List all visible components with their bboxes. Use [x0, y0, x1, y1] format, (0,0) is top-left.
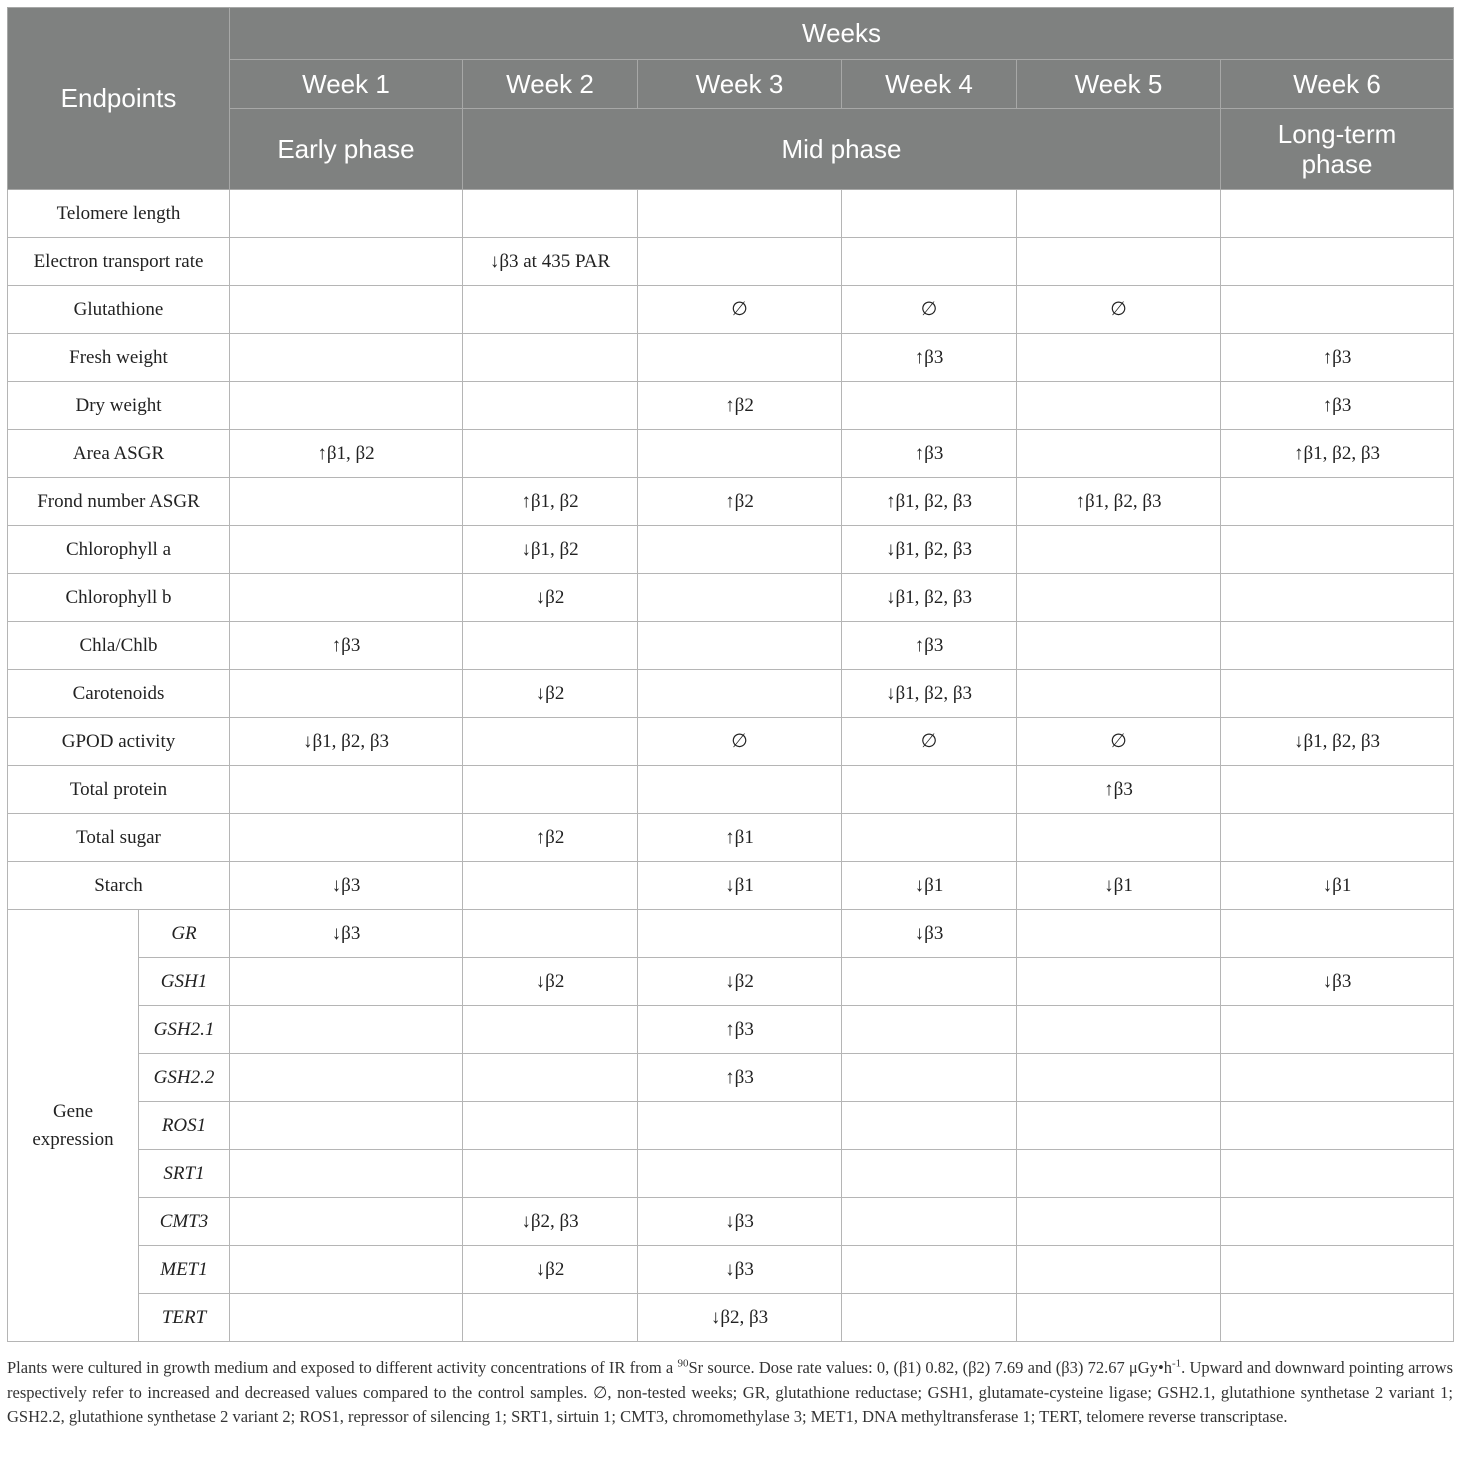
gene-name: CMT3	[139, 1198, 230, 1246]
result-cell-week-2	[463, 766, 638, 814]
result-cell-week-3	[638, 670, 842, 718]
result-cell-week-4: ↓β1	[842, 862, 1017, 910]
result-cell-week-2	[463, 1102, 638, 1150]
result-cell-week-2	[463, 430, 638, 478]
result-cell-week-1	[230, 478, 463, 526]
result-cell-week-5	[1017, 1198, 1221, 1246]
result-cell-week-6	[1221, 766, 1454, 814]
result-cell-week-5	[1017, 382, 1221, 430]
result-cell-week-3	[638, 766, 842, 814]
result-cell-week-5	[1017, 1150, 1221, 1198]
result-cell-week-6	[1221, 574, 1454, 622]
result-cell-week-3: ↑β1	[638, 814, 842, 862]
table-row	[8, 286, 1454, 334]
result-cell-week-2	[463, 334, 638, 382]
result-cell-week-4: ∅	[842, 286, 1017, 334]
result-cell-week-1: ↓β3	[230, 862, 463, 910]
result-cell-week-3: ↑β2	[638, 478, 842, 526]
week-4-header: Week 4	[842, 60, 1017, 109]
endpoint-label: Chla/Chlb	[8, 622, 230, 670]
result-cell-week-2	[463, 862, 638, 910]
result-cell-week-4: ↓β1, β2, β3	[842, 526, 1017, 574]
result-cell-week-1	[230, 1198, 463, 1246]
result-cell-week-1	[230, 670, 463, 718]
week-3-header: Week 3	[638, 60, 842, 109]
result-cell-week-2	[463, 1006, 638, 1054]
table-header	[8, 8, 1454, 190]
result-cell-week-2: ↓β1, β2	[463, 526, 638, 574]
gene-name: GSH2.1	[139, 1006, 230, 1054]
result-cell-week-5: ↓β1	[1017, 862, 1221, 910]
result-cell-week-6	[1221, 478, 1454, 526]
endpoint-label: Frond number ASGR	[8, 478, 230, 526]
result-cell-week-2	[463, 1150, 638, 1198]
result-cell-week-2: ↓β2	[463, 574, 638, 622]
result-cell-week-6	[1221, 190, 1454, 238]
endpoint-label: Chlorophyll a	[8, 526, 230, 574]
result-cell-week-2: ↑β2	[463, 814, 638, 862]
gene-name: MET1	[139, 1246, 230, 1294]
table-row	[8, 718, 1454, 766]
result-cell-week-6: ↓β3	[1221, 958, 1454, 1006]
result-cell-week-2	[463, 1054, 638, 1102]
endpoint-label: Electron transport rate	[8, 238, 230, 286]
result-cell-week-1	[230, 766, 463, 814]
week-2-header: Week 2	[463, 60, 638, 109]
result-cell-week-5	[1017, 190, 1221, 238]
result-cell-week-1: ↑β3	[230, 622, 463, 670]
endpoint-label: Chlorophyll b	[8, 574, 230, 622]
result-cell-week-2	[463, 382, 638, 430]
result-cell-week-4: ↓β1, β2, β3	[842, 670, 1017, 718]
table-row	[8, 1006, 1454, 1054]
result-cell-week-6	[1221, 1102, 1454, 1150]
endpoint-label: Dry weight	[8, 382, 230, 430]
table-row	[8, 526, 1454, 574]
footnote-text-1: Plants were cultured in growth medium and exposed to different activity concentrations of IR from a	[7, 1358, 678, 1377]
result-cell-week-4	[842, 1054, 1017, 1102]
result-cell-week-2	[463, 286, 638, 334]
result-cell-week-3: ↑β3	[638, 1054, 842, 1102]
results-table	[7, 7, 1454, 1342]
table-row	[8, 478, 1454, 526]
result-cell-week-4: ↓β1, β2, β3	[842, 574, 1017, 622]
group-label-line-2: expression	[32, 1128, 114, 1150]
gene-name: GR	[139, 910, 230, 958]
result-cell-week-3	[638, 910, 842, 958]
result-cell-week-1	[230, 238, 463, 286]
result-cell-week-1	[230, 1102, 463, 1150]
endpoint-label: Carotenoids	[8, 670, 230, 718]
result-cell-week-5	[1017, 910, 1221, 958]
week-1-header: Week 1	[230, 60, 463, 109]
endpoint-label: Starch	[8, 862, 230, 910]
result-cell-week-4	[842, 814, 1017, 862]
result-cell-week-3	[638, 238, 842, 286]
result-cell-week-1	[230, 1054, 463, 1102]
result-cell-week-2: ↑β1, β2	[463, 478, 638, 526]
result-cell-week-6	[1221, 238, 1454, 286]
table-row	[8, 430, 1454, 478]
result-cell-week-5	[1017, 238, 1221, 286]
result-cell-week-2: ↓β2	[463, 670, 638, 718]
table-row	[8, 190, 1454, 238]
result-cell-week-4	[842, 1294, 1017, 1342]
result-cell-week-1	[230, 382, 463, 430]
result-cell-week-1	[230, 814, 463, 862]
table-row	[8, 862, 1454, 910]
result-cell-week-4	[842, 1150, 1017, 1198]
result-cell-week-4	[842, 1198, 1017, 1246]
result-cell-week-1: ↓β3	[230, 910, 463, 958]
result-cell-week-1	[230, 334, 463, 382]
result-cell-week-4	[842, 1102, 1017, 1150]
result-cell-week-4	[842, 958, 1017, 1006]
result-cell-week-5	[1017, 526, 1221, 574]
result-cell-week-6	[1221, 1054, 1454, 1102]
result-cell-week-5: ↑β3	[1017, 766, 1221, 814]
footnote-superscript-1: 90	[677, 1357, 689, 1370]
endpoint-label: Area ASGR	[8, 430, 230, 478]
result-cell-week-5	[1017, 430, 1221, 478]
result-cell-week-3	[638, 430, 842, 478]
result-cell-week-3	[638, 334, 842, 382]
result-cell-week-5: ∅	[1017, 718, 1221, 766]
result-cell-week-3: ↑β3	[638, 1006, 842, 1054]
result-cell-week-6	[1221, 1150, 1454, 1198]
table-row	[8, 1198, 1454, 1246]
result-cell-week-5	[1017, 622, 1221, 670]
result-cell-week-4	[842, 766, 1017, 814]
result-cell-week-5	[1017, 1246, 1221, 1294]
result-cell-week-4	[842, 238, 1017, 286]
weeks-header: Weeks	[230, 8, 1454, 60]
footnote-text-2: Sr source. Dose rate values: 0, (β1) 0.82, (β2) 7.69 and (β3) 72.67 μGy•h	[688, 1358, 1172, 1377]
result-cell-week-1	[230, 1150, 463, 1198]
result-cell-week-4	[842, 1246, 1017, 1294]
table-row	[8, 1054, 1454, 1102]
result-cell-week-4	[842, 190, 1017, 238]
endpoint-label: Glutathione	[8, 286, 230, 334]
result-cell-week-3	[638, 1150, 842, 1198]
result-cell-week-5	[1017, 1006, 1221, 1054]
result-cell-week-2: ↓β3 at 435 PAR	[463, 238, 638, 286]
footnote-text-3: . Upward and downward pointing arrows respectively refer to increased and decreased values compared to the control samples. ∅, non-tested weeks; GR, glutathione reductase; GSH1, glutamate-cysteine ligase; GSH2.1, glutathione synthetase 2 variant 1; GSH2.2, glutathione synthetase 2 variant 2; ROS1, repressor of silencing 1; SRT1, sirtuin 1; CMT3, chromomethylase 3; MET1, DNA methyltransferase 1; TERT, telomere reverse transcriptase.	[7, 1358, 1453, 1426]
result-cell-week-6	[1221, 1198, 1454, 1246]
result-cell-week-3: ↑β2	[638, 382, 842, 430]
table-row	[8, 622, 1454, 670]
table-row	[8, 814, 1454, 862]
gene-name: GSH2.2	[139, 1054, 230, 1102]
result-cell-week-3: ↓β2	[638, 958, 842, 1006]
result-cell-week-4: ↑β3	[842, 334, 1017, 382]
results-table-container	[7, 7, 1453, 1342]
result-cell-week-5: ↑β1, β2, β3	[1017, 478, 1221, 526]
long-term-line-2: phase	[1301, 149, 1373, 179]
table-row	[8, 1246, 1454, 1294]
result-cell-week-4: ↑β1, β2, β3	[842, 478, 1017, 526]
result-cell-week-3	[638, 622, 842, 670]
result-cell-week-4	[842, 382, 1017, 430]
result-cell-week-1	[230, 1294, 463, 1342]
result-cell-week-3	[638, 526, 842, 574]
table-row	[8, 1102, 1454, 1150]
table-row	[8, 1294, 1454, 1342]
result-cell-week-3	[638, 190, 842, 238]
result-cell-week-2: ↓β2, β3	[463, 1198, 638, 1246]
table-footnote	[7, 1356, 1453, 1430]
result-cell-week-1	[230, 286, 463, 334]
endpoints-header: Endpoints	[8, 8, 230, 190]
result-cell-week-2	[463, 910, 638, 958]
table-body	[8, 190, 1454, 1342]
result-cell-week-5	[1017, 1102, 1221, 1150]
endpoint-label: Total sugar	[8, 814, 230, 862]
result-cell-week-3: ↓β3	[638, 1198, 842, 1246]
table-row	[8, 910, 1454, 958]
early-phase-header: Early phase	[230, 109, 463, 190]
result-cell-week-6	[1221, 910, 1454, 958]
table-row	[8, 670, 1454, 718]
result-cell-week-6: ↑β3	[1221, 334, 1454, 382]
result-cell-week-6	[1221, 526, 1454, 574]
result-cell-week-6	[1221, 670, 1454, 718]
result-cell-week-3: ↓β3	[638, 1246, 842, 1294]
result-cell-week-1: ↓β1, β2, β3	[230, 718, 463, 766]
gene-expression-group-label	[8, 910, 139, 1342]
result-cell-week-3	[638, 574, 842, 622]
result-cell-week-3	[638, 1102, 842, 1150]
table-row	[8, 382, 1454, 430]
table-row	[8, 958, 1454, 1006]
result-cell-week-4: ↑β3	[842, 430, 1017, 478]
gene-name: SRT1	[139, 1150, 230, 1198]
table-row	[8, 238, 1454, 286]
result-cell-week-1: ↑β1, β2	[230, 430, 463, 478]
result-cell-week-2: ↓β2	[463, 958, 638, 1006]
result-cell-week-6	[1221, 286, 1454, 334]
result-cell-week-5	[1017, 958, 1221, 1006]
table-row	[8, 1150, 1454, 1198]
result-cell-week-6: ↑β1, β2, β3	[1221, 430, 1454, 478]
result-cell-week-6	[1221, 622, 1454, 670]
result-cell-week-6: ↓β1	[1221, 862, 1454, 910]
week-5-header: Week 5	[1017, 60, 1221, 109]
result-cell-week-5	[1017, 334, 1221, 382]
result-cell-week-3: ∅	[638, 718, 842, 766]
result-cell-week-5	[1017, 574, 1221, 622]
result-cell-week-4: ↓β3	[842, 910, 1017, 958]
result-cell-week-6: ↓β1, β2, β3	[1221, 718, 1454, 766]
endpoint-label: Total protein	[8, 766, 230, 814]
result-cell-week-6: ↑β3	[1221, 382, 1454, 430]
result-cell-week-2: ↓β2	[463, 1246, 638, 1294]
result-cell-week-5	[1017, 670, 1221, 718]
endpoint-label: Telomere length	[8, 190, 230, 238]
result-cell-week-2	[463, 622, 638, 670]
result-cell-week-6	[1221, 1294, 1454, 1342]
endpoint-label: GPOD activity	[8, 718, 230, 766]
result-cell-week-1	[230, 190, 463, 238]
mid-phase-header: Mid phase	[463, 109, 1221, 190]
result-cell-week-1	[230, 574, 463, 622]
result-cell-week-3: ↓β2, β3	[638, 1294, 842, 1342]
table-row	[8, 766, 1454, 814]
result-cell-week-3: ∅	[638, 286, 842, 334]
result-cell-week-3: ↓β1	[638, 862, 842, 910]
table-row	[8, 574, 1454, 622]
result-cell-week-5	[1017, 814, 1221, 862]
result-cell-week-6	[1221, 1246, 1454, 1294]
result-cell-week-5	[1017, 1294, 1221, 1342]
result-cell-week-5: ∅	[1017, 286, 1221, 334]
long-term-phase-header	[1221, 109, 1454, 190]
result-cell-week-1	[230, 1246, 463, 1294]
week-6-header: Week 6	[1221, 60, 1454, 109]
result-cell-week-2	[463, 718, 638, 766]
gene-name: TERT	[139, 1294, 230, 1342]
result-cell-week-2	[463, 190, 638, 238]
result-cell-week-1	[230, 1006, 463, 1054]
result-cell-week-4: ∅	[842, 718, 1017, 766]
result-cell-week-6	[1221, 814, 1454, 862]
result-cell-week-4: ↑β3	[842, 622, 1017, 670]
result-cell-week-5	[1017, 1054, 1221, 1102]
group-label-line-1: Gene	[52, 1100, 94, 1122]
result-cell-week-1	[230, 958, 463, 1006]
footnote-superscript-2: -1	[1171, 1357, 1182, 1370]
result-cell-week-2	[463, 1294, 638, 1342]
gene-name: GSH1	[139, 958, 230, 1006]
gene-name: ROS1	[139, 1102, 230, 1150]
endpoint-label: Fresh weight	[8, 334, 230, 382]
result-cell-week-6	[1221, 1006, 1454, 1054]
long-term-line-1: Long-term	[1277, 119, 1397, 149]
result-cell-week-4	[842, 1006, 1017, 1054]
result-cell-week-1	[230, 526, 463, 574]
table-row	[8, 334, 1454, 382]
